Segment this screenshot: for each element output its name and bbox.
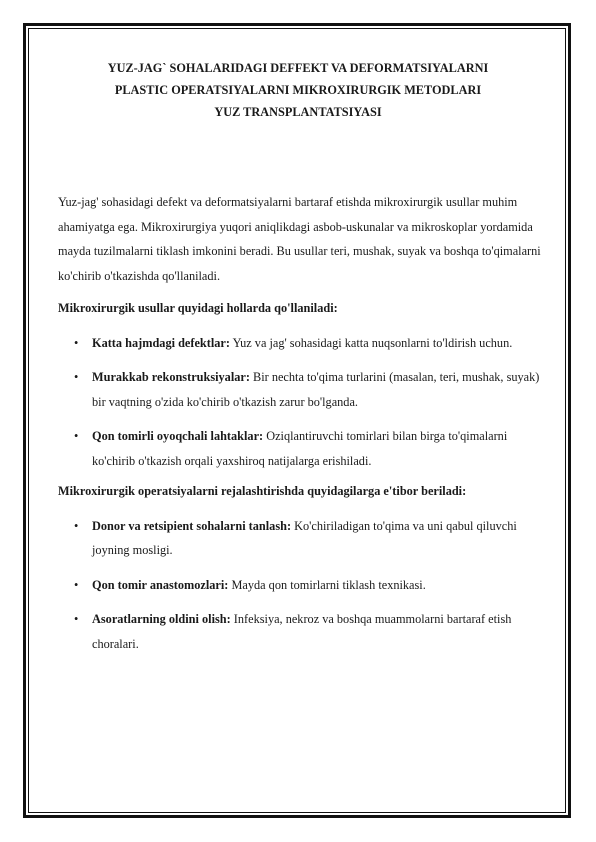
bullet-icon: •: [74, 612, 79, 626]
list-item-term: Katta hajmdagi defektlar:: [92, 335, 230, 350]
title-line-1: YUZ-JAG` SOHALARIDAGI DEFFEKT VA DEFORMATSIYALARNI: [107, 61, 489, 75]
list-item: [58, 607, 544, 656]
list-item: [58, 365, 544, 414]
list-item-text: Bir nechta to'qima turlarini (masalan, teri, mushak, suyak) bir vaqtning o'zida ko'chirib o'tkazish zarur bo'lganda.: [92, 370, 540, 409]
bullet-icon: •: [74, 429, 79, 443]
section-1-list: [58, 331, 544, 474]
list-item-term: Donor va retsipient sohalarni tanlash:: [92, 518, 292, 533]
title-line-2: PLASTIC OPERATSIYALARNI MIKROXIRURGIK METODLARI: [114, 83, 482, 97]
bullet-icon: •: [74, 518, 79, 533]
list-item: [58, 424, 544, 473]
list-item-term: Murakkab rekonstruksiyalar:: [92, 370, 250, 384]
list-item-text: Yuz va jag' sohasidagi katta nuqsonlarni to'ldirish uchun.: [229, 335, 513, 350]
list-item-term: Asoratlarning oldini olish:: [92, 612, 231, 626]
section-2-heading: Mikroxirurgik operatsiyalarni rejalashtirishda quyidagilarga e'tibor beriladi:: [58, 484, 467, 498]
list-item: [58, 331, 544, 356]
title-line-3: YUZ TRANSPLANTATSIYASI: [214, 105, 382, 119]
list-item-text: Ko'chiriladigan to'qima va uni qabul qiluvchi joyning mosligi.: [92, 518, 517, 557]
list-item-term: Qon tomirli oyoqchali lahtaklar:: [92, 429, 264, 443]
list-item-text: Mayda qon tomirlarni tiklash texnikasi.: [228, 577, 426, 592]
list-item-text: Infeksiya, nekroz va boshqa muammolarni bartaraf etish choralari.: [92, 612, 512, 651]
bullet-icon: •: [74, 370, 79, 384]
list-item-term: Qon tomir anastomozlari:: [92, 577, 229, 592]
bullet-icon: •: [74, 335, 79, 350]
document-title: [40, 57, 556, 123]
list-item: [58, 514, 544, 563]
bullet-icon: •: [74, 577, 79, 592]
section-2-list: [58, 514, 544, 657]
section-1-heading: Mikroxirurgik usullar quyidagi hollarda qo'llaniladi:: [58, 301, 338, 315]
document-body: [58, 190, 544, 656]
intro-paragraph: Yuz-jag' sohasidagi defekt va deformatsiyalarni bartaraf etishda mikroxirurgik usullar muhim ahamiyatga ega. Mikroxirurgiya yuqori aniqlikdagi asbob-uskunalar va mikroskoplar yordamida mayda tuzilmalarni tiklash imkonini beradi. Bu usullar teri, mushak, suyak va boshqa to'qimalarni ko'chirib o'tkazishda qo'llaniladi.: [58, 195, 541, 283]
list-item: [58, 573, 544, 598]
list-item-text: Oziqlantiruvchi tomirlari bilan birga to'qimalarni ko'chirib o'tkazish orqali yaxshiroq natijalarga erishiladi.: [92, 429, 508, 468]
